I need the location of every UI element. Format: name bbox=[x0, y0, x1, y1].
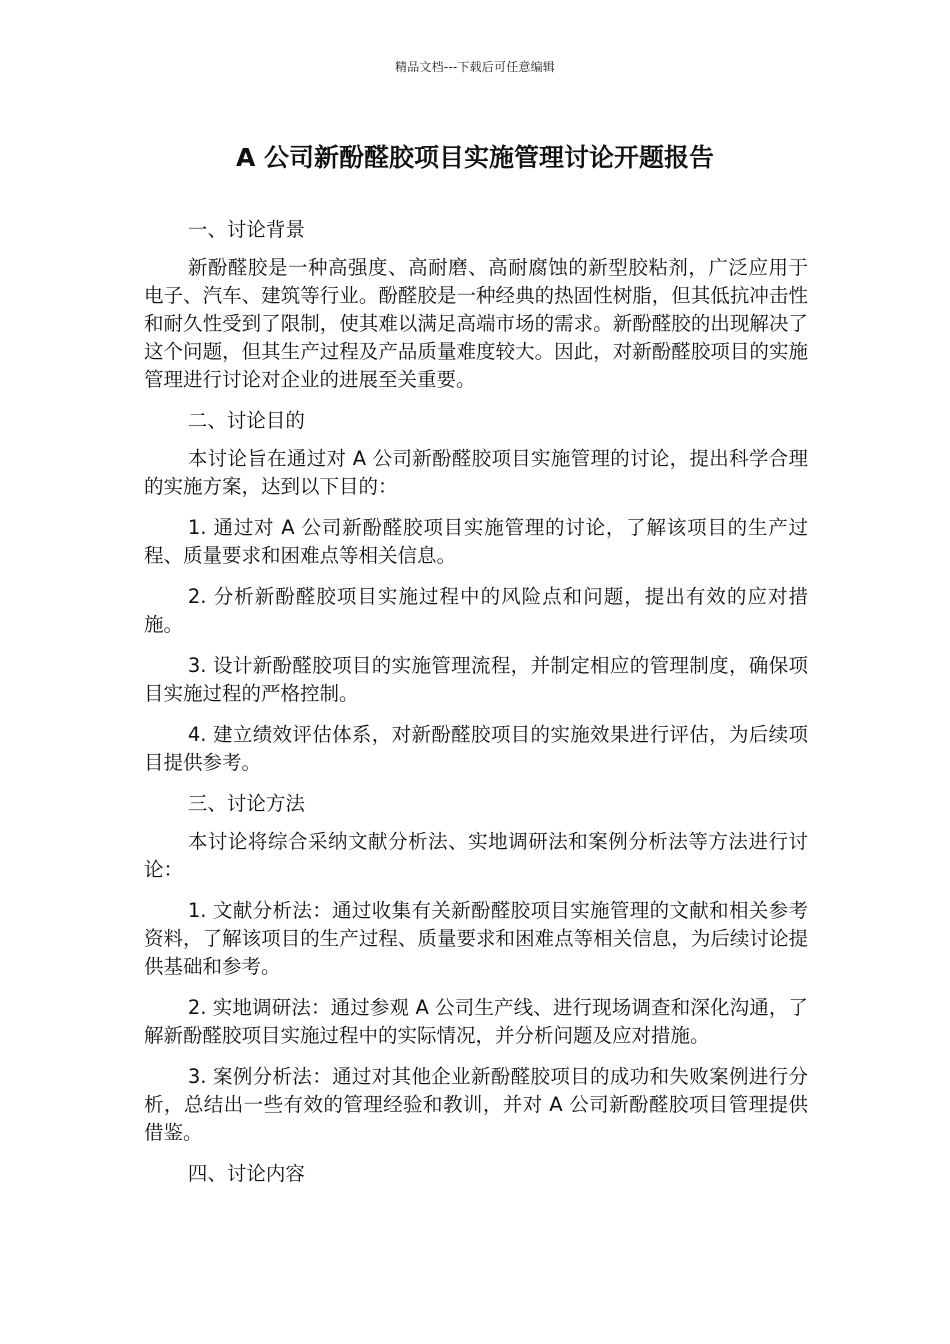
section-heading-method: 三、讨论方法 bbox=[187, 792, 305, 815]
paragraph-method-intro: 本讨论将综合采纳文献分析法、实地调研法和案例分析法等方法进行讨论： bbox=[144, 830, 808, 881]
list-item-method-3: 3. 案例分析法：通过对其他企业新酚醛胶项目的成功和失败案例进行分析，总结出一些有效的管理经验和教训，并对 A 公司新酚醛胶项目管理提供借鉴。 bbox=[144, 1065, 808, 1144]
list-item-purpose-3: 3. 设计新酚醛胶项目的实施管理流程，并制定相应的管理制度，确保项目实施过程的严格控制。 bbox=[144, 654, 808, 705]
list-item-purpose-1: 1. 通过对 A 公司新酚醛胶项目实施管理的讨论，了解该项目的生产过程、质量要求和困难点等相关信息。 bbox=[144, 516, 808, 567]
list-item-method-2: 2. 实地调研法：通过参观 A 公司生产线、进行现场调查和深化沟通，了解新酚醛胶项目实施过程中的实际情况，并分析问题及应对措施。 bbox=[144, 996, 808, 1047]
document-title: A 公司新酚醛胶项目实施管理讨论开题报告 bbox=[235, 143, 715, 172]
section-heading-content: 四、讨论内容 bbox=[187, 1162, 305, 1185]
document-body bbox=[144, 216, 808, 1198]
list-item-purpose-2: 2. 分析新酚醛胶项目实施过程中的风险点和问题，提出有效的应对措施。 bbox=[144, 585, 808, 636]
paragraph-purpose-intro: 本讨论旨在通过对 A 公司新酚醛胶项目实施管理的讨论，提出科学合理的实施方案，达到以下目的： bbox=[144, 447, 808, 498]
page-header-watermark: 精品文档---下载后可任意编辑 bbox=[395, 60, 555, 74]
paragraph-background: 新酚醛胶是一种高强度、高耐磨、高耐腐蚀的新型胶粘剂，广泛应用于电子、汽车、建筑等行业。酚醛胶是一种经典的热固性树脂，但其低抗冲击性和耐久性受到了限制，使其难以满足高端市场的需求。新酚醛胶的出现解决了这个问题，但其生产过程及产品质量难度较大。因此，对新酚醛胶项目的实施管理进行讨论对企业的进展至关重要。 bbox=[144, 256, 808, 391]
section-heading-purpose: 二、讨论目的 bbox=[187, 409, 305, 432]
list-item-purpose-4: 4. 建立绩效评估体系，对新酚醛胶项目的实施效果进行评估，为后续项目提供参考。 bbox=[144, 723, 808, 774]
section-heading-background: 一、讨论背景 bbox=[187, 218, 305, 241]
list-item-method-1: 1. 文献分析法：通过收集有关新酚醛胶项目实施管理的文献和相关参考资料，了解该项目的生产过程、质量要求和困难点等相关信息，为后续讨论提供基础和参考。 bbox=[144, 899, 808, 978]
